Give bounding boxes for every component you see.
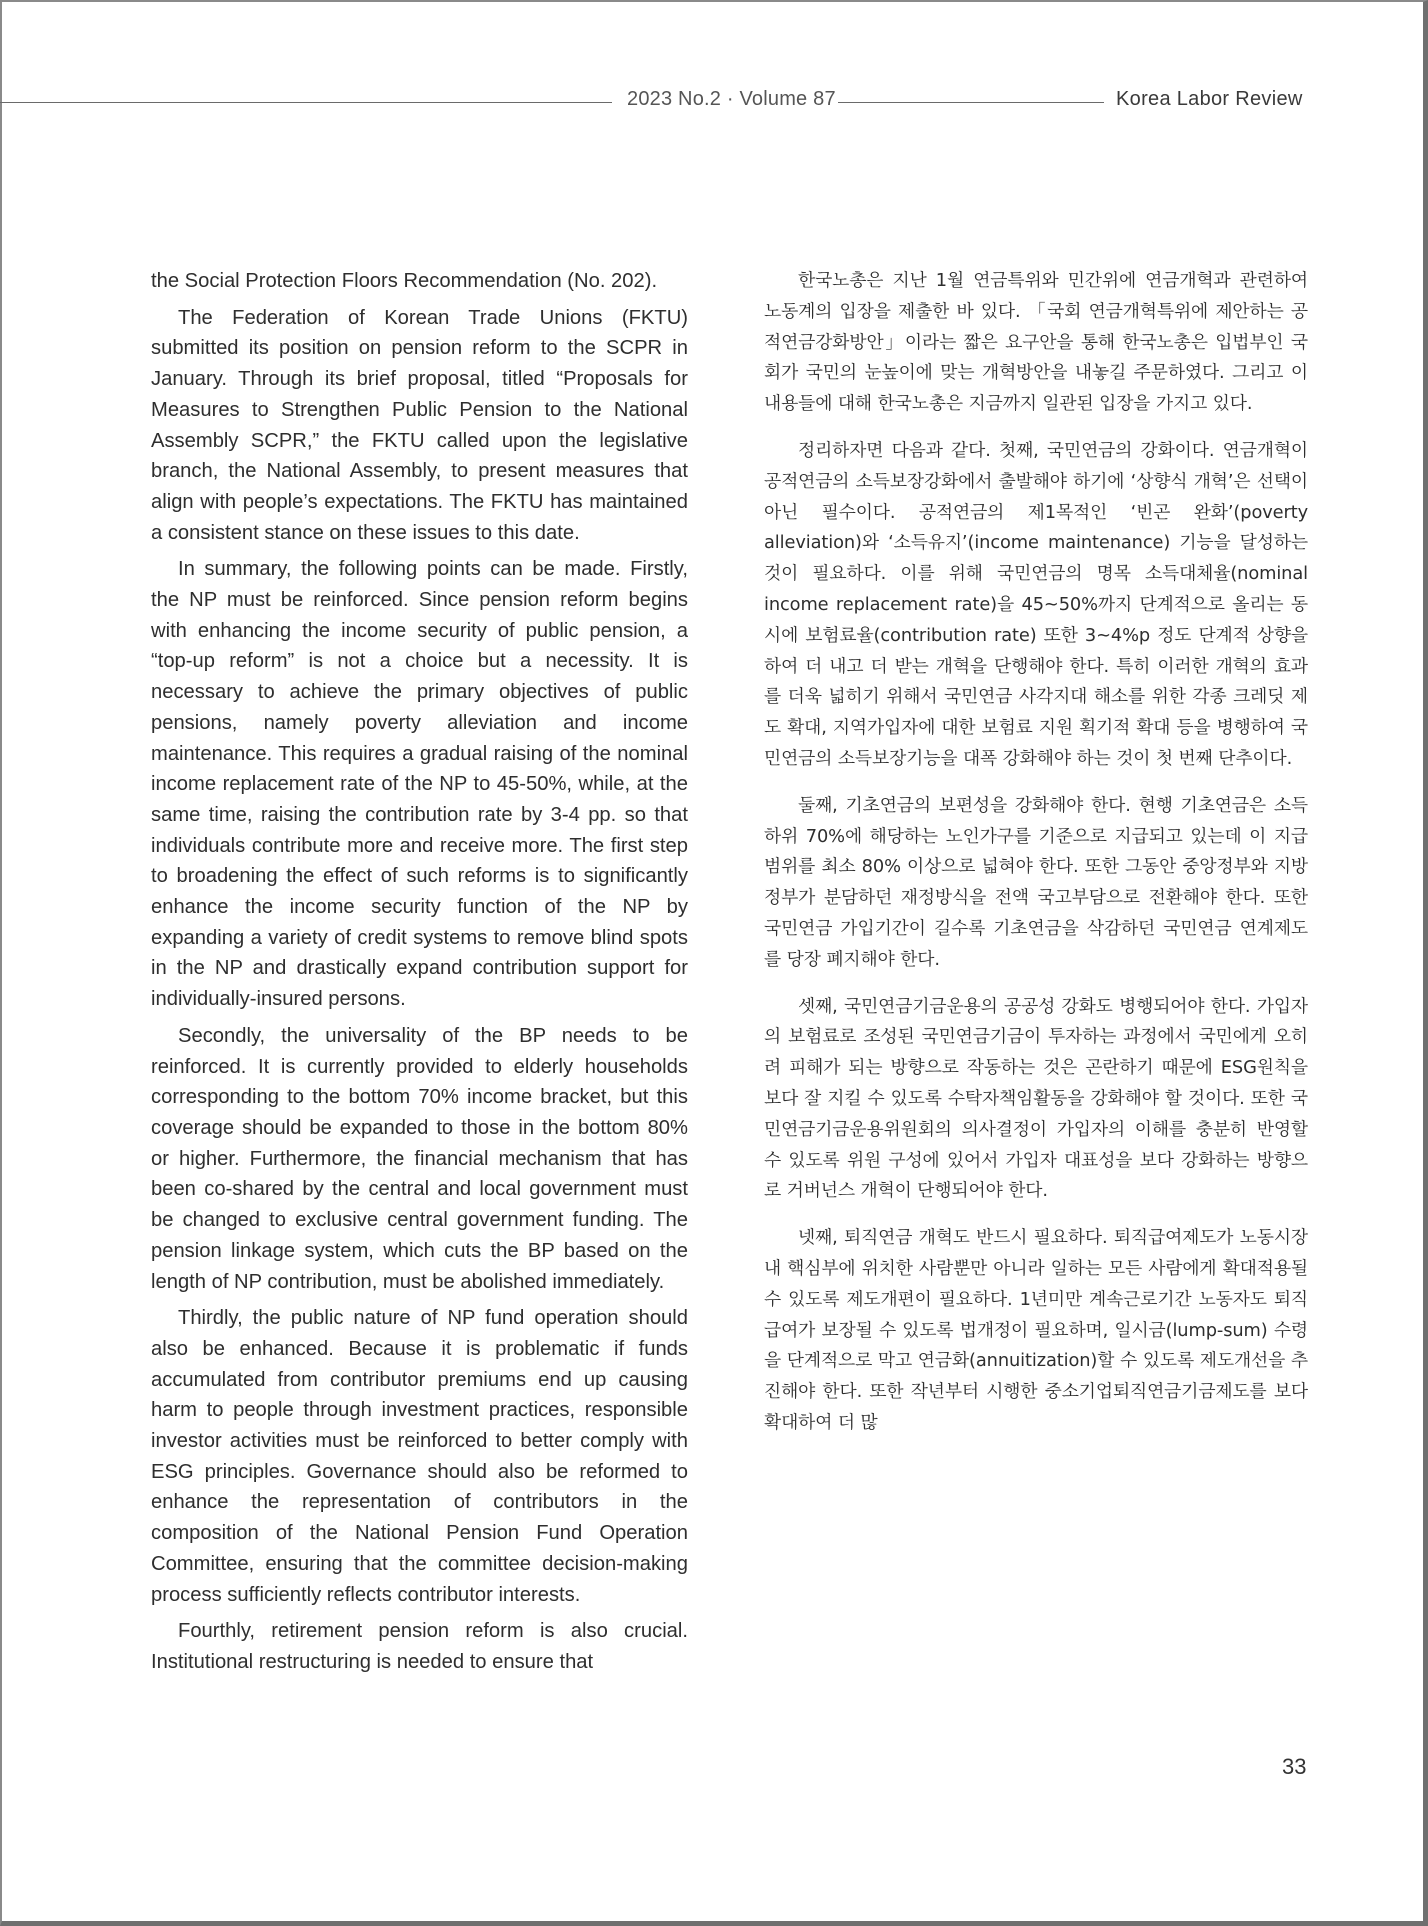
korean-paragraph: 셋째, 국민연금기금운용의 공공성 강화도 병행되어야 한다. 가입자의 보험료로 조성된 국민연금기금이 투자하는 과정에서 국민에게 오히려 피해가 되는 방향으로 작동하는 것은 곤란하기 때문에 ESG원칙을 보다 잘 지킬 수 있도록 수탁자책임활동을 강화해야 할 것이다. 또한 국민연금기금운용위원회의 의사결정이 가입자의 이해를 충분히 반영할 수 있도록 위원 구성에 있어서 가입자 대표성을 보다 강화하는 방향으로 거버넌스 개혁이 단행되어야 한다. bbox=[764, 995, 1308, 1202]
korean-paragraph: 둘째, 기초연금의 보편성을 강화해야 한다. 현행 기초연금은 소득하위 70%에 해당하는 노인가구를 기준으로 지급되고 있는데 이 지급범위를 최소 80% 이상으로 넓혀야 한다. 또한 그동안 중앙정부와 지방정부가 분담하던 재정방식을 전액 국고부담으로 전환해야 한다. 또한 국민연금 가입기간이 길수록 기초연금을 삭감하던 국민연금 연계제도를 당장 폐지해야 한다. bbox=[764, 794, 1308, 970]
issue-label: 2023 No.2 · Volume 87 bbox=[627, 88, 836, 110]
journal-title: Korea Labor Review bbox=[1116, 88, 1303, 110]
english-paragraph: Secondly, the universality of the BP needs to be reinforced. It is currently provided to elderly households corresponding to the bottom 70% income bracket, but this coverage should be expanded to those in the bottom 80% or higher. Furthermore, the financial mechanism that has been co-shared by the central and local government must be changed to exclusive central government funding. The pension linkage system, which cuts the BP based on the length of NP contribution, must be abolished immediately. bbox=[151, 1024, 688, 1293]
english-paragraph: the Social Protection Floors Recommendation (No. 202). bbox=[151, 270, 658, 292]
korean-paragraph: 넷째, 퇴직연금 개혁도 반드시 필요하다. 퇴직급여제도가 노동시장 내 핵심부에 위치한 사람뿐만 아니라 일하는 모든 사람에게 확대적용될 수 있도록 제도개편이 필요하다. 1년미만 계속근로기간 노동자도 퇴직급여가 보장될 수 있도록 법개정이 필요하며, 일시금(lump-sum) 수령을 단계적으로 막고 연금화(annuitization)할 수 있도록 제도개선을 추진해야 한다. 또한 작년부터 시행한 중소기업퇴직연금기금제도를 보다 확대하여 더 많 bbox=[764, 1227, 1308, 1433]
english-column bbox=[151, 266, 688, 1684]
header-rule-middle bbox=[838, 102, 1104, 103]
korean-paragraph: 한국노총은 지난 1월 연금특위와 민간위에 연금개혁과 관련하여 노동계의 입장을 제출한 바 있다. 「국회 연금개혁특위에 제안하는 공적연금강화방안」이라는 짧은 요구안을 통해 한국노총은 입법부인 국회가 국민의 눈높이에 맞는 개혁방안을 내놓길 주문하였다. 그리고 이 내용들에 대해 한국노총은 지금까지 일관된 입장을 가지고 있다. bbox=[764, 270, 1308, 415]
english-paragraph: The Federation of Korean Trade Unions (FKTU) submitted its position on pension reform to the SCPR in January. Through its brief proposal, titled “Proposals for Measures to Strengthen Public Pension to the National Assembly SCPR,” the FKTU called upon the legislative branch, the National Assembly, to present measures that align with people’s expectations. The FKTU has maintained a consistent stance on these issues to this date. bbox=[151, 306, 688, 544]
english-paragraph: Fourthly, retirement pension reform is also crucial. Institutional restructuring is needed to ensure that bbox=[151, 1620, 688, 1673]
english-paragraph: Thirdly, the public nature of NP fund operation should also be enhanced. Because it is problematic if funds accumulated from contributor premiums end up causing harm to people through investment practices, responsible investor activities must be reinforced to better comply with ESG principles. Governance should also be reformed to enhance the representation of contributors in the composition of the National Pension Fund Operation Committee, ensuring that the committee decision-making process sufficiently reflects contributor interests. bbox=[151, 1307, 688, 1606]
korean-paragraph: 정리하자면 다음과 같다. 첫째, 국민연금의 강화이다. 연금개혁이 공적연금의 소득보장강화에서 출발해야 하기에 ‘상향식 개혁’은 선택이 아닌 필수이다. 공적연금의 제1목적인 ‘빈곤 완화’(poverty alleviation)와 ‘소득유지’(income maintenance) 기능을 달성하는 것이 필요하다. 이를 위해 국민연금의 명목 소득대체율(nominal income replacement rate)을 45~50%까지 단계적으로 올리는 동시에 보험료율(contribution rate) 또한 3~4%p 정도 단계적 상향을 하여 더 내고 더 받는 개혁을 단행해야 한다. 특히 이러한 개혁의 효과를 더욱 넓히기 위해서 국민연금 사각지대 해소를 위한 각종 크레딧 제도 확대, 지역가입자에 대한 보험료 지원 획기적 확대 등을 병행하여 국민연금의 소득보장기능을 대폭 강화해야 하는 것이 첫 번째 단추이다. bbox=[764, 439, 1308, 769]
header-rule-left bbox=[0, 102, 612, 103]
english-paragraph: In summary, the following points can be made. Firstly, the NP must be reinforced. Since pension reform begins with enhancing the income security of public pension, a “top-up reform” is not a choice but a necessity. It is necessary to achieve the primary objectives of public pensions, namely poverty alleviation and income maintenance. This requires a gradual raising of the nominal income replacement rate of the NP to 45-50%, while, at the same time, raising the contribution rate by 3-4 pp. so that individuals contribute more and receive more. The first step to broadening the effect of such reforms is to significantly enhance the income security function of the NP by expanding a variety of credit systems to remove blind spots in the NP and drastically expand contribution support for individually-insured persons. bbox=[151, 558, 688, 1011]
korean-column bbox=[764, 266, 1308, 1455]
running-header bbox=[0, 88, 1428, 118]
page-number: 33 bbox=[1282, 1754, 1307, 1779]
